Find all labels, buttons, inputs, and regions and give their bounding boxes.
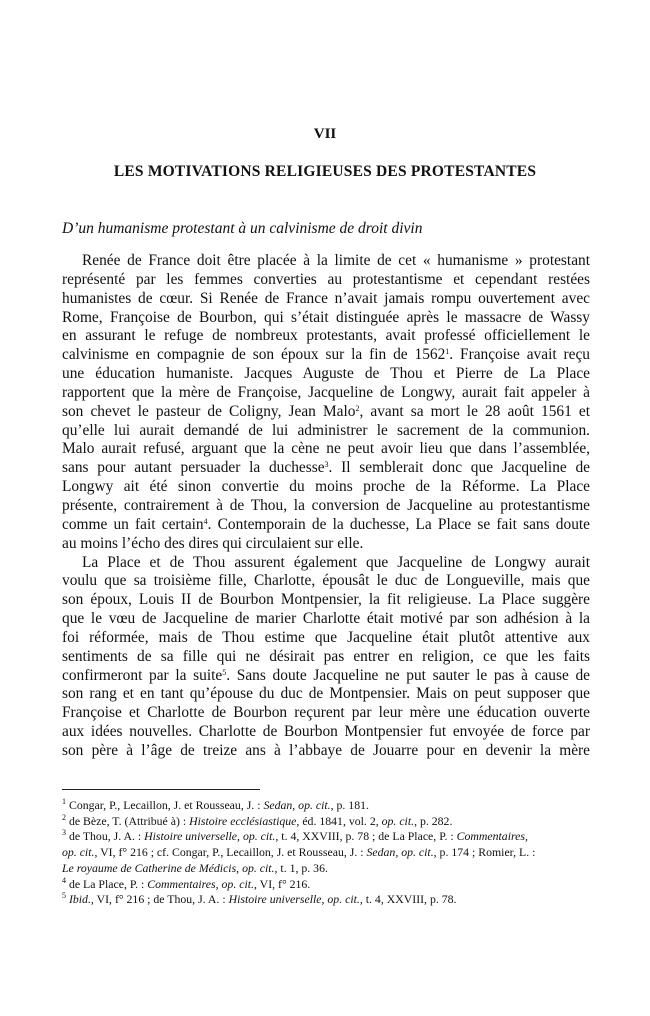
- text-line: une éducation humaniste. Jacques Auguste de Thou et Pierre de La Place: [62, 365, 590, 383]
- text-line: que le vœu de Jacqueline de marier Charlotte était motivé par son adhésion à la: [62, 610, 590, 628]
- text-line: son chevet le pasteur de Coligny, Jean Malo$^2$, avant sa mort le 28 août 1561 et: [62, 402, 590, 420]
- footnote-number: 4: [62, 875, 66, 885]
- text-line: son époux, Louis II de Bourbon Montpensier, la fit religieuse. La Place suggère: [62, 591, 590, 609]
- footnote-ref: 1: [445, 347, 450, 357]
- italic-title: Histoire universelle, op. cit.: [228, 892, 360, 907]
- footnotes: [62, 798, 590, 908]
- footnote-separator: [62, 789, 260, 790]
- text-line: Rome, Françoise de Bourbon, qui s’était distinguée après le massacre de Wassy: [62, 308, 590, 326]
- text-line: qu’elle lui aurait demandé de lui administrer le sacrement de la communion.: [62, 421, 590, 439]
- footnote: $^5$ Ibid., VI, f° 216 ; de Thou, J. A. : Histoire universelle, op. cit., t. 4, XXVIII, p. 78.: [62, 891, 457, 907]
- footnote: $^3$ de Thou, J. A. : Histoire universelle, op. cit., t. 4, XXVIII, p. 78 ; de La Place, P. : Commentaires,: [62, 828, 528, 844]
- text-line: en assurant le refuge de nombreux protestants, avait professé officiellement le: [62, 327, 590, 345]
- chapter-number: VII: [313, 126, 337, 142]
- text-line: son père à l’âge de treize ans à l’abbaye de Jouarre pour en devenir la mère: [62, 741, 590, 759]
- footnote-ref: 2: [355, 403, 360, 413]
- chapter-title: LES MOTIVATIONS RELIGIEUSES DES PROTESTANTES: [113, 163, 537, 180]
- text-line: voulu que sa troisième fille, Charlotte, épousât le duc de Longueville, mais que: [62, 572, 590, 590]
- text-line: Malo aurait refusé, arguant que la cène ne peut avoir lieu que dans l’assemblée,: [62, 440, 590, 458]
- italic-title: Histoire universelle, op. cit.: [144, 829, 276, 844]
- italic-title: op. cit.: [381, 813, 415, 828]
- footnote-number: 3: [62, 828, 66, 838]
- text-line: au moins l’écho des dires qui circulaient sur elle.: [62, 534, 364, 552]
- footnote: $^4$ de La Place, P. : Commentaires, op. cit., VI, f° 216.: [62, 875, 311, 891]
- text-line: sentiments de sa fille qui ne désirait pas entrer en religion, ce que les faits: [62, 647, 590, 665]
- text-line: présente, contrairement à de Thou, la conversion de Jacqueline au protestantisme: [62, 496, 590, 514]
- footnote-ref: 4: [203, 516, 208, 526]
- text-line: aux idées nouvelles. Charlotte de Bourbon Montpensier fut envoyée de force par: [62, 723, 590, 741]
- text-line: Françoise et Charlotte de Bourbon reçurent par leur mère une éducation ouverte: [62, 704, 590, 722]
- footnote-number: 5: [62, 891, 66, 901]
- text-line: foi réformée, mais de Thou estime que Jacqueline était plutôt attentive aux: [62, 628, 590, 646]
- text-line: comme un fait certain$^4$. Contemporain de la duchesse, La Place se fait sans doute: [62, 515, 590, 533]
- italic-title: Sedan, op. cit.: [366, 845, 434, 860]
- text-line: Renée de France doit être placée à la limite de cet « humanisme » protestant: [82, 252, 590, 269]
- text-line: rapportent que la mère de Françoise, Jacqueline de Longwy, aurait fait appeler à: [62, 383, 590, 401]
- italic-title: Commentaires,: [456, 829, 528, 844]
- footnote: op. cit., VI, f° 216 ; cf. Congar, P., Lecaillon, J. et Rousseau, J. : Sedan, op. cit., p. 174 ; Romier, L. :: [62, 845, 536, 860]
- footnote: $^2$ de Bèze, T. (Attribué à) : Histoire ecclésiastique, éd. 1841, vol. 2, op. cit., p. 282.: [62, 812, 453, 828]
- text-line: son rang et en tant qu’épouse du duc de Montpensier. Mais on peut supposer que: [62, 685, 590, 703]
- italic-title: Le royaume de Catherine de Médicis, op. cit.: [62, 860, 275, 875]
- italic-title: Ibid.: [68, 892, 91, 907]
- text-line: confirmeront par la suite$^5$. Sans doute Jacqueline ne put sauter le pas à cause de: [62, 666, 590, 684]
- footnote-ref: 3: [324, 460, 329, 470]
- text-line: humanistes de cœur. Si Renée de France n’avait jamais rompu ouvertement avec: [62, 289, 590, 307]
- footnote-ref: 5: [222, 667, 227, 677]
- italic-title: Commentaires, op. cit.: [147, 876, 254, 891]
- footnote-number: 2: [62, 812, 66, 822]
- italic-title: op. cit.: [62, 845, 95, 860]
- italic-title: Sedan, op. cit.: [263, 798, 331, 812]
- text-line: sans pour autant persuader la duchesse$^3$. Il semblerait donc que Jacqueline de: [62, 459, 590, 477]
- text-line: calvinisme en compagnie de son époux sur la fin de 1562$^1$. Françoise avait reçu: [62, 346, 590, 364]
- italic-title: Histoire ecclésiastique: [189, 813, 297, 828]
- text-line: Longwy ait été sinon convertie du moins proche de la Réforme. La Place: [62, 478, 590, 496]
- text-line: La Place et de Thou assurent également que Jacqueline de Longwy aurait: [82, 553, 590, 571]
- footnote: Le royaume de Catherine de Médicis, op. cit., t. 1, p. 36.: [62, 860, 328, 875]
- footnote-number: 1: [62, 797, 66, 806]
- section-heading: D’un humanisme protestant à un calvinisme de droit divin: [62, 220, 423, 237]
- footnote: $^1$ Congar, P., Lecaillon, J. et Rousseau, J. : Sedan, op. cit., p. 181.: [62, 797, 369, 812]
- body-text: [62, 252, 590, 761]
- text-line: représenté par les femmes converties au protestantisme et cependant restées: [62, 270, 590, 288]
